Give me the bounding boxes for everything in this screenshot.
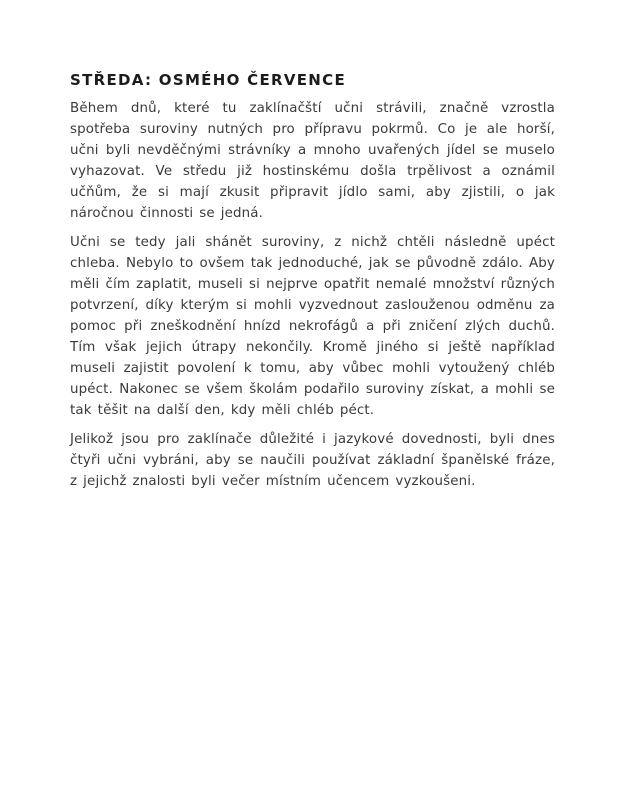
document-heading: STŘEDA: OSMÉHO ČERVENCE — [70, 71, 347, 89]
paragraph-2: Učni se tedy jali shánět suroviny, z nichž chtěli následně upéct chleba. Nebylo to ovšem tak jednoduché, jak se původně zdálo. Aby měli čím zaplatit, museli si nejprve opatřit nemalé množství různých potvrzení, díky kterým si mohli vyzvednout zaslouženou odměnu za pomoc při zneškodnění hnízd nekrofágů a při zničení zlých duchů. Tím však jejich útrapy nekončily. Kromě jiného si ještě například museli zajistit povolení k tomu, aby vůbec mohli vytoužený chléb upéct. Nakonec se všem školám podařilo suroviny získat, a mohli se tak těšit na další den, kdy měli chléb péct. — [70, 235, 555, 418]
paragraph-3: Jelikož jsou pro zaklínače důležité i jazykové dovednosti, byli dnes čtyři učni vybráni, aby se naučili používat základní španělské fráze, z jejichž znalosti byli večer místním učencem vyzkoušeni. — [70, 432, 555, 489]
paragraph-1: Během dnů, které tu zaklínačští učni strávili, značně vzrostla spotřeba suroviny nutných pro přípravu pokrmů. Co je ale horší, učni byli nevděčnými strávníky a mnoho uvařených jídel se muselo vyhazovat. Ve středu již hostinskému došla trpělivost a oznámil učňům, že si mají zkusit připravit jídlo sami, aby zjistili, o jak náročnou činnosti se jedná. — [70, 101, 555, 221]
